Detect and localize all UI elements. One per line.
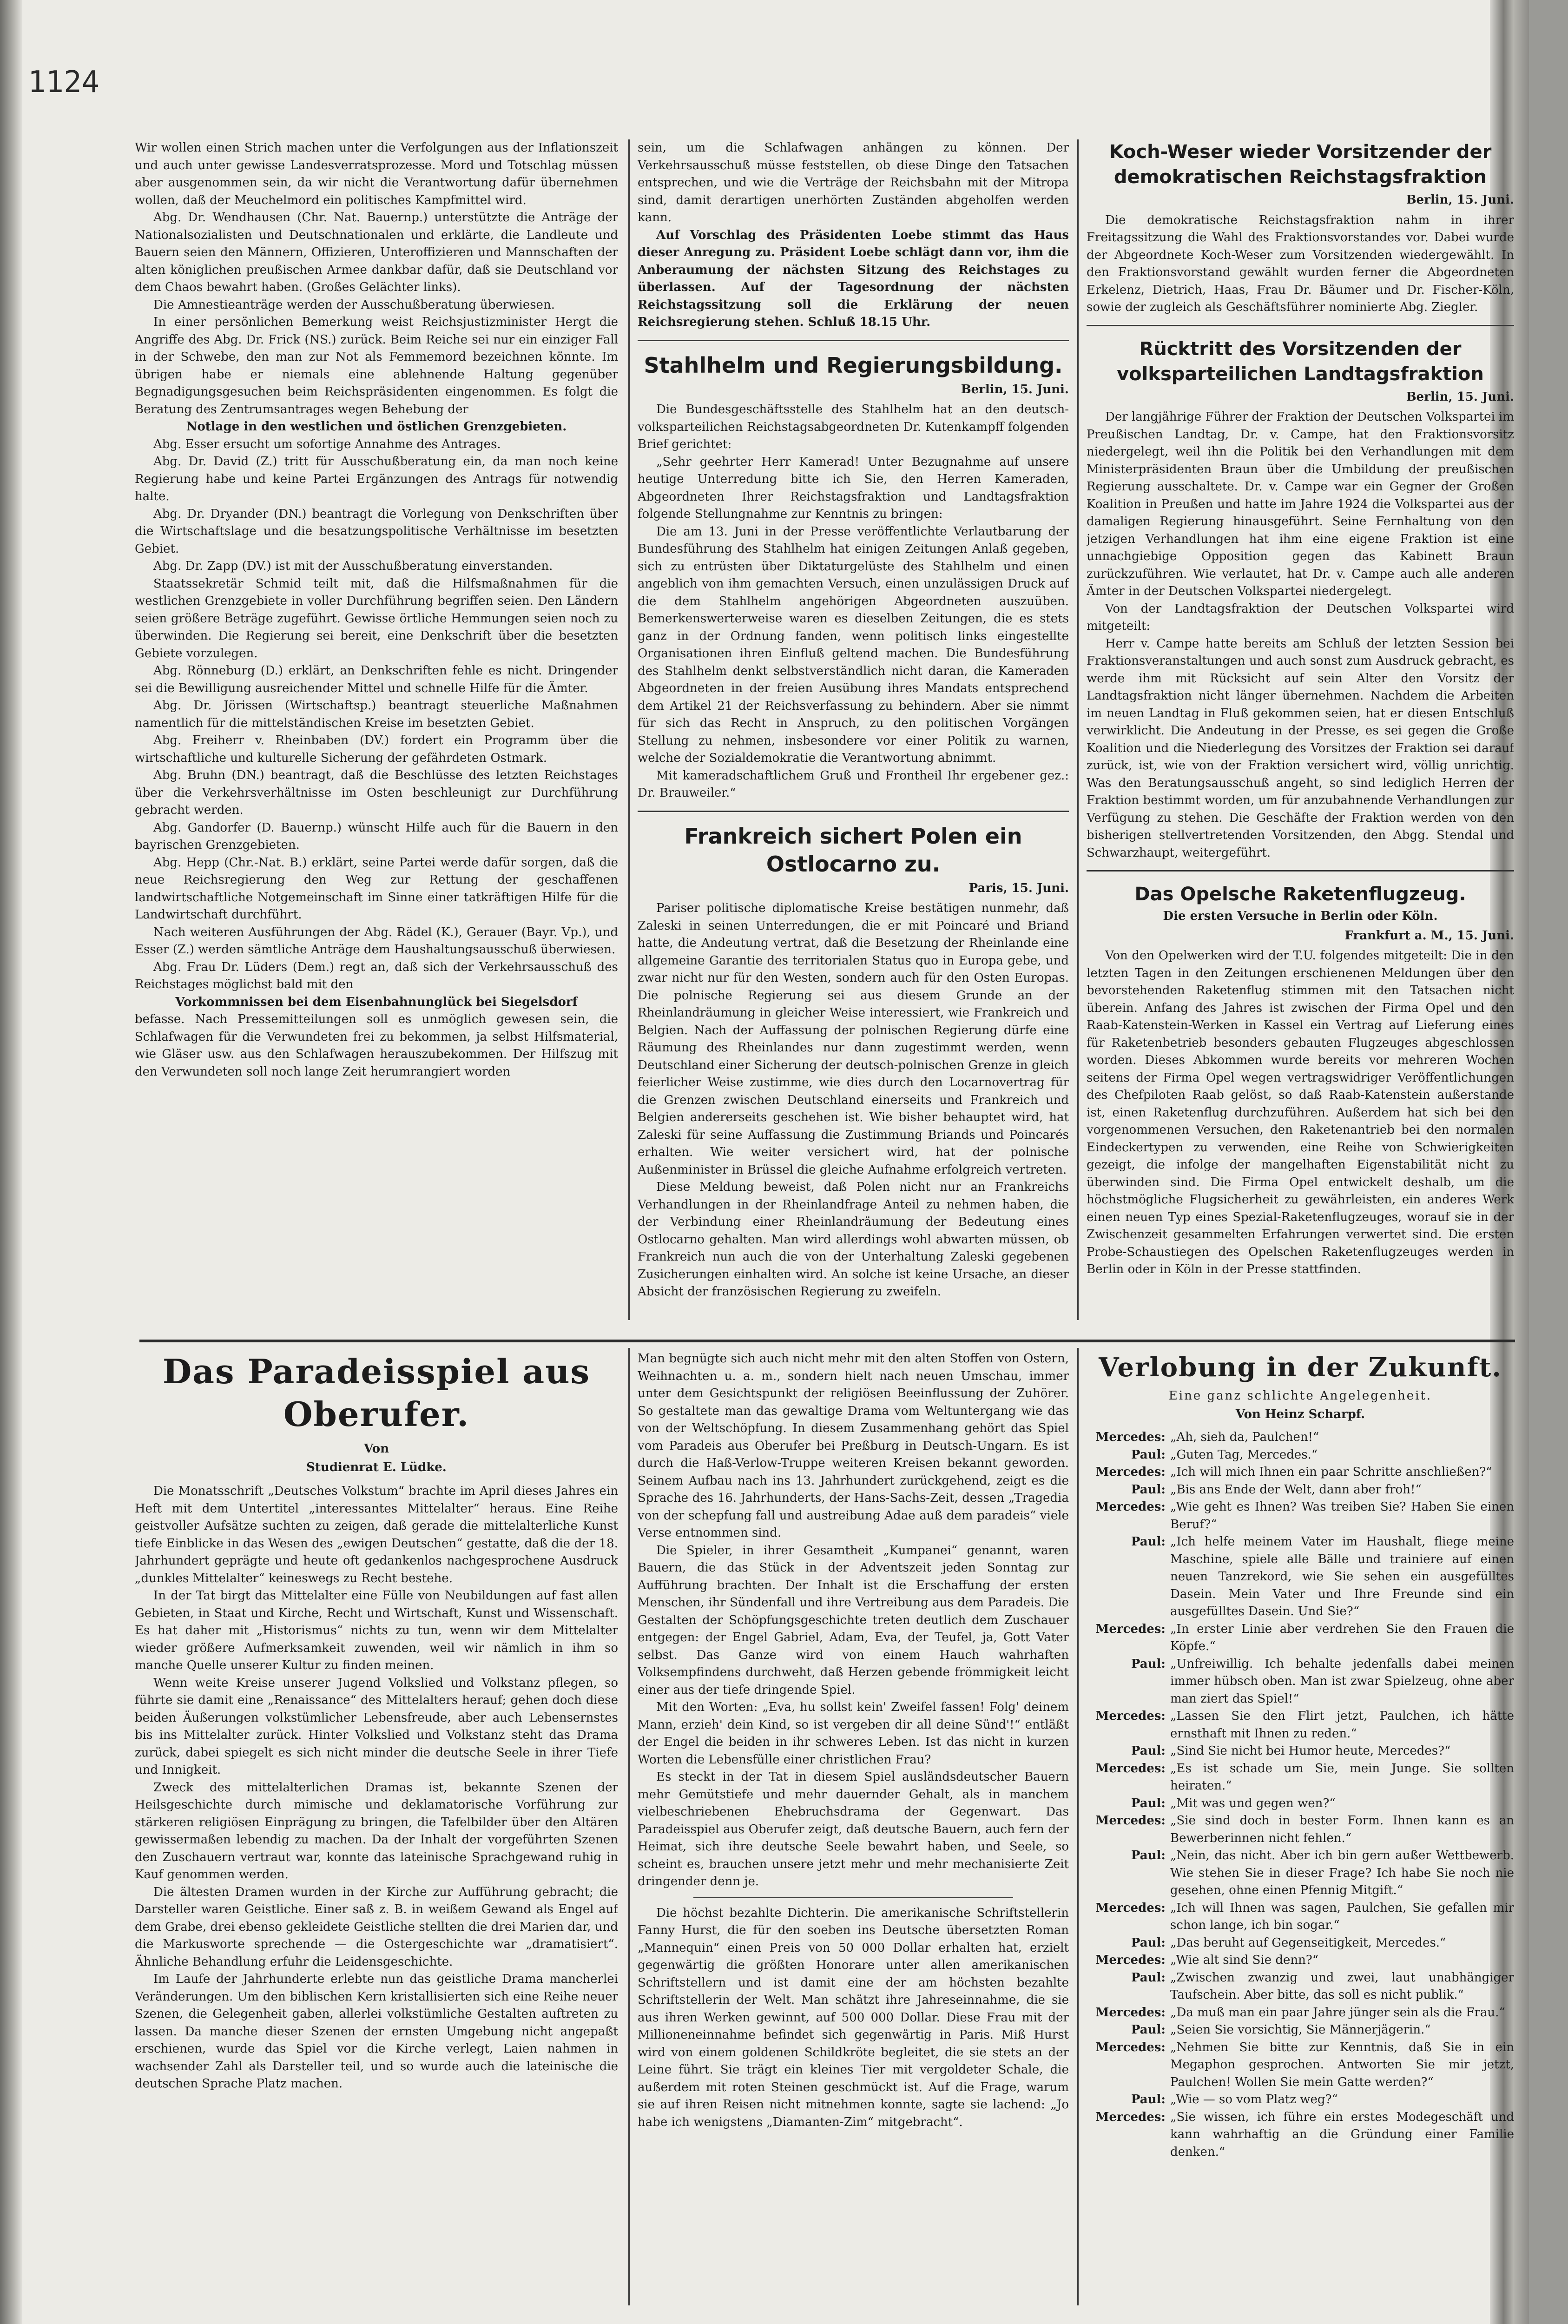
article-headline: Das Opelsche Raketenflugzeug. <box>1134 884 1466 905</box>
feuilleton-column-continued <box>638 1350 1069 2308</box>
dialogue-line: „Sind Sie nicht bei Humor heute, Mercedes?“ <box>1170 1744 1451 1758</box>
paragraph: Die am 13. Juni in der Presse veröffentlichte Verlautbarung der Bundesführung des Stahlhelm hat einigen Zeitungen Anlaß gegeben, sich zu entrüsten über Diktaturgelüste des Stahlhelm und einen angeblich von ihm gemachten Versuch, einen unzulässigen Druck auf die dem Stahlhelm angehörigen Abgeordneten auszuüben. Bemerkenswerterweise waren es dieselben Zeitungen, die es stets ganz in der Ordnung fanden, wenn politisch links eingestellte Organisationen ihren Einfluß geltend machen. Die Bundesführung des Stahlhelm denkt selbstverständlich nicht daran, die Kameraden Abgeordneten in der freien Ausübung ihres Mandats entsprechend dem Artikel 21 der Reichsverfassung zu behindern. Aber sie nimmt für sich das Recht in Anspruch, zu den politischen Vorgängen Stellung zu nehmen, insbesondere vor einer Politik zu warnen, welche der Sozialdemokratie die Verantwortung abnimmt. <box>638 524 1069 765</box>
article-divider <box>1087 325 1514 326</box>
paragraph: Mit kameradschaftlichem Gruß und Frontheil Ihr ergebener gez.: Dr. Brauweiler.“ <box>638 768 1069 800</box>
speaker-name: Mercedes: <box>1095 1622 1166 1636</box>
article-headline: Rücktritt des Vorsitzenden der volksparteilichen Landtagsfraktion <box>1117 338 1484 385</box>
dialogue-line: „Wie — so vom Platz weg?“ <box>1170 2093 1338 2106</box>
paragraph: Nach weiteren Ausführungen der Abg. Rädel (K.), Gerauer (Bayr. Vp.), und Esser (Z.) werden sämtliche Anträge dem Haushaltungsausschuß überwiesen. <box>135 925 618 957</box>
paragraph: Im Laufe der Jahrhunderte erlebte nun das geistliche Drama mancherlei Veränderungen. Um den biblischen Kern kristallisierten sich eine Reihe neuer Szenen, die Gelegenheit gaben, allerlei volkstümliche Gestalten auftreten zu lassen. Da manche dieser Szenen der ernsten Umgebung nicht angepaßt erschienen, wurde das Spiel vor die Kirche verlegt, Laien nahmen in wachsender Zahl als Darsteller teil, und so wurde auch die lateinische die deutschen Sprache Platz machen. <box>135 1972 618 2091</box>
article-divider <box>638 811 1069 812</box>
dialogue-line: „Nehmen Sie bitte zur Kenntnis, daß Sie in ein Megaphon gesprochen. Antworten Sie mir jetzt, Paulchen! Wollen Sie mein Gatte werden?“ <box>1170 2040 1514 2089</box>
article-divider <box>638 340 1069 341</box>
article-subtitle: Die ersten Versuche in Berlin oder Köln. <box>1163 909 1438 923</box>
speaker-name: Mercedes: <box>1095 1814 1166 1828</box>
speaker-name: Paul: <box>1131 1447 1166 1462</box>
paragraph: Die demokratische Reichstagsfraktion nahm in ihrer Freitagssitzung die Wahl des Fraktionsvorstandes vor. Dabei wurde der Abgeordnete Koch-Weser zum Vorsitzenden wiedergewählt. In den Fraktionsvorstand gewählt wurden ferner die Abgeordneten Erkelenz, Dietrich, Haas, Frau Dr. Bäumer und Dr. Fischer-Köln, sowie der zugleich als Geschäftsführer nominierte Abg. Ziegler. <box>1087 213 1514 314</box>
dialogue-line: „Lassen Sie den Flirt jetzt, Paulchen, ich hätte ernsthaft mit Ihnen zu reden.“ <box>1170 1709 1514 1741</box>
paragraph: Abg. Bruhn (DN.) beantragt, daß die Beschlüsse des letzten Reichstages über die Verkehrsverhältnisse im Osten beschleunigt zur Durchführung gebracht werden. <box>135 768 618 817</box>
dialogue-line: „Mit was und gegen wen?“ <box>1170 1796 1336 1810</box>
article-divider <box>1087 870 1514 872</box>
dialogue-line: „Seien Sie vorsichtig, Sie Männerjägerin.“ <box>1170 2023 1431 2037</box>
dialogue-line: „Nein, das nicht. Aber ich bin gern außer Wettbewerb. Wie stehen Sie in dieser Frage? Ich habe Sie noch nie gesehen, ohne einen Pfennig Mitgift.“ <box>1170 1849 1514 1897</box>
dialogue-line: „Bis ans Ende der Welt, dann aber froh!“ <box>1170 1482 1422 1497</box>
paragraph: Diese Meldung beweist, daß Polen nicht nur an Frankreichs Verhandlungen in der Rheinlandfrage Anteil zu nehmen haben, die der Verbindung einer Rheinlandräumung der Bedeutung eines Ostlocarno gehalten. Man wird allerdings wohl abwarten müssen, ob Frankreich nun auch die von der Unterhaltung Zaleski gegebenen Zusicherungen einhalten wird. An solche ist keine Ursache, an dieser Absicht der französischen Regierung zu zweifeln. <box>638 1180 1069 1299</box>
paragraph: Abg. Freiherr v. Rheinbaben (DV.) fordert ein Programm über die wirtschaftliche und kulturelle Sicherung der gefährdeten Ostmark. <box>135 733 618 765</box>
page-number: 1124 <box>28 65 100 99</box>
dialogue-line: „Wie alt sind Sie denn?“ <box>1170 1953 1319 1967</box>
speaker-name: Paul: <box>1131 1935 1166 1950</box>
speaker-name: Paul: <box>1131 1535 1166 1549</box>
speaker-name: Paul: <box>1131 1744 1166 1758</box>
dialogue-subtitle: Eine ganz schlichte Angelegenheit. <box>1168 1389 1432 1403</box>
paragraph: Die Monatsschrift „Deutsches Volkstum“ brachte im April dieses Jahres ein Heft mit dem Untertitel „interessantes Mittelalter“ heraus. Eine Reihe geistvoller Aufsätze suchten zu zeigen, daß gerade die mittelalterliche Kunst tiefe Einblicke in das Wesen des „ewigen Deutschen“ gestatte, daß die der 18. Jahrhundert geprägte und heute oft gedankenlos nachgesprochene Ausdruck „dunkles Mittelalter“ keineswegs zu Recht bestehe. <box>135 1484 618 1585</box>
speaker-name: Mercedes: <box>1095 1761 1166 1776</box>
speaker-name: Paul: <box>1131 1657 1166 1671</box>
speaker-name: Mercedes: <box>1095 1901 1166 1915</box>
author: Studienrat E. Lüdke. <box>306 1460 447 1474</box>
dateline: Berlin, 15. Juni. <box>961 382 1069 396</box>
dateline: Frankfurt a. M., 15. Juni. <box>1344 928 1514 943</box>
paragraph: Abg. Dr. Wendhausen (Chr. Nat. Bauernp.) unterstützte die Anträge der Nationalsozialisten und Deutschnationalen und erklärte, die Landleute und Bauern seien den Männern, Offizieren, Unteroffizieren und Mannschaften der alten königlichen preußischen Armee dankbar dafür, daß sie Deutschland vor dem Chaos bewahrt haben. (Großes Gelächter links). <box>135 211 618 294</box>
paragraph: Abg. Hepp (Chr.-Nat. B.) erklärt, seine Partei werde dafür sorgen, daß die neue Reichsregierung den Weg zur Rettung der geschaffenen landwirtschaftliche Notgemeinschaft im Sinne einer tatkräftigen Hilfe für die Landwirtschaft durchführt. <box>135 855 618 922</box>
paragraph: Die höchst bezahlte Dichterin. Die amerikanische Schriftstellerin Fanny Hurst, die für den soeben ins Deutsche übersetzten Roman „Mannequin“ einen Preis von 50 000 Dollar erhalten hat, erzielt gegenwärtig die größten Honorare unter allen amerikanischen Schriftstellern und ist damit eine der am höchsten bezahlte Schriftstellerin der Welt. Man schätzt ihre Jahreseinnahme, die sie aus ihren Werken gewinnt, auf 500 000 Dollar. Diese Frau mit der Millioneneinnahme befindet sich gegenwärtig in Paris. Miß Hurst wird von einem goldenen Schildkröte begleitet, die sie stets an der Leine führt. Sie trägt ein kleines Tier mit vergoldeter Schale, die außerdem mit roten Steinen geschmückt ist. Auf die Frage, warum sie auf ihren Reisen nicht mitnehmen konnte, sagte sie lachend: „Jo habe ich wenigstens „Diamanten-Zim“ mitgebracht“. <box>638 1906 1069 2129</box>
speaker-name: Mercedes: <box>1095 2040 1166 2054</box>
speaker-name: Mercedes: <box>1095 1953 1166 1967</box>
dateline: Berlin, 15. Juni. <box>1406 193 1514 207</box>
paragraph: Von der Landtagsfraktion der Deutschen Volkspartei wird mitgeteilt: <box>1087 601 1514 633</box>
speaker-name: Paul: <box>1131 1796 1166 1810</box>
dialogue-line: „Ich helfe meinem Vater im Haushalt, fliege meine Maschine, spiele alle Bälle und trainiere auf einen neuen Tanzrekord, wie Sie sehen ein ausgefülltes Dasein. Mein Vater und Ihre Freunde sind ein ausgefülltes Dasein. Und Sie?“ <box>1170 1535 1514 1618</box>
dialogue-line: „Da muß man ein paar Jahre jünger sein als die Frau.“ <box>1170 2005 1505 2020</box>
paragraph: Der langjährige Führer der Fraktion der Deutschen Volkspartei im Preußischen Landtag, Dr. v. Campe, hat den Fraktionsvorsitz niedergelegt, weil ihn die Politik bei den Verhandlungen mit dem Ministerpräsidenten Braun über die Umbildung der preußischen Regierung ausschaltete. Dr. v. Campe war ein Gegner der Großen Koalition in Preußen und hatte im Jahre 1924 die Volkspartei aus der damaligen Regierung hinausgeführt. Seine Fernhaltung von den jetzigen Verhandlungen hat ihm eine eigene Fraktion ist eine unnachgiebige Opposition gegen das Kabinett Braun zurückzuführen. Wie verlautet, hat Dr. v. Campe auch alle anderen Ämter in der Deutschen Volkspartei niedergelegt. <box>1087 410 1514 598</box>
paragraph: Abg. Dr. David (Z.) tritt für Ausschußberatung ein, da man noch keine Regierung habe und keine Partei Ergänzungen des Antrags für notwendig halte. <box>135 455 618 503</box>
speaker-name: Paul: <box>1131 1482 1166 1497</box>
column-rule <box>1077 139 1079 1320</box>
speaker-name: Paul: <box>1131 1970 1166 1985</box>
speaker-name: Mercedes: <box>1095 1500 1166 1514</box>
paragraph: Wir wollen einen Strich machen unter die Verfolgungen aus der Inflationszeit und auch unter gewisse Landesverratsprozesse. Mord und Totschlag müssen aber ausgenommen sein, da wir nicht die Verantwortung dafür übernehmen wollen, daß der Meuchelmord ein politisches Kampfmittel wird. <box>135 141 618 207</box>
column-rule <box>628 139 630 1320</box>
feuilleton-rule <box>139 1340 1515 1342</box>
speaker-name: Mercedes: <box>1095 2110 1166 2124</box>
book-binding-shadow <box>0 0 22 2324</box>
dialogue-line: „Das beruht auf Gegenseitigkeit, Mercedes.“ <box>1170 1935 1446 1950</box>
parliament-report-column <box>135 139 618 1320</box>
dateline: Paris, 15. Juni. <box>968 881 1069 895</box>
feuilleton-title: Das Paradeisspiel aus Oberufer. <box>162 1352 591 1434</box>
paragraph: Zweck des mittelalterlichen Dramas ist, bekannte Szenen der Heilsgeschichte durch mimische und deklamatorische Vorführung zur stärkeren religiösen Einprägung zu bringen, die Tafelbilder über den Altären gewissermaßen lebendig zu machen. Da der Inhalt der vorgeführten Szenen den Zuschauern vertraut war, konnte das lateinische Sprachgewand ruhig in Kauf genommen werden. <box>135 1780 618 1882</box>
paragraph: Abg. Rönneburg (D.) erklärt, an Denkschriften fehle es nicht. Dringender sei die Bewilligung ausreichender Mittel und schnelle Hilfe für die Ämter. <box>135 664 618 695</box>
short-divider <box>693 1897 1013 1898</box>
dialogue-line: „Ich will Ihnen was sagen, Paulchen, Sie gefallen mir schon lange, ich bin sogar.“ <box>1170 1901 1514 1932</box>
dialogue-line: „Guten Tag, Mercedes.“ <box>1170 1447 1318 1462</box>
dialogue-column <box>1087 1350 1514 2308</box>
paragraph: Staatssekretär Schmid teilt mit, daß die Hilfsmaßnahmen für die westlichen Grenzgebiete in voller Durchführung begriffen seien. Den Ländern seien größere Beträge zugeführt. Gewisse örtliche Hemmungen seien noch zu überwinden. Die Regierung sei bereit, eine Denkschrift über die besetzten Gebiete vorzulegen. <box>135 576 618 660</box>
paragraph: Abg. Frau Dr. Lüders (Dem.) regt an, daß sich der Verkehrsausschuß des Reichstages möglichst bald mit den <box>135 960 618 991</box>
paragraph: Auf Vorschlag des Präsidenten Loebe stimmt das Haus dieser Anregung zu. Präsident Loebe schlägt dann vor, ihm die Anberaumung der nächsten Sitzung des Reichstages zu überlassen. Auf der Tagesordnung der nächsten Reichstagssitzung soll die Erklärung der neuen Reichsregierung stehen. Schluß 18.15 Uhr. <box>638 228 1069 329</box>
paragraph: Die ältesten Dramen wurden in der Kirche zur Aufführung gebracht; die Darsteller waren Geistliche. Einer saß z. B. in weißem Gewand als Engel auf dem Grabe, drei ebenso gekleidete Geistliche stellten die drei Marien dar, und die Markusworte sprechende — die Ostergeschichte war „dramatisiert“. Ähnliche Behandlung erfuhr die Leidensgeschichte. <box>135 1885 618 1969</box>
paragraph: Abg. Dr. Jörissen (Wirtschaftsp.) beantragt steuerliche Maßnahmen namentlich für die mittelständischen Kreise im besetzten Gebiet. <box>135 699 618 730</box>
paragraph: Die Spieler, in ihrer Gesamtheit „Kumpanei“ genannt, waren Bauern, die das Stück in der Adventszeit jeden Sonntag zur Aufführung brachten. Der Inhalt ist die Erschaffung der ersten Menschen, ihr Sündenfall und ihre Vertreibung aus dem Paradeis. Die Gestalten der Schöpfungsgeschichte treten deutlich dem Zuschauer entgegen: der Engel Gabriel, Adam, Eva, der Teufel, ja, Gott Vater selbst. Das Ganze wird von einem Hauch wahrhaften Volksempfindens durchweht, daß Herzen gebende frömmigkeit leicht einer aus der tiefe dringende Spiel. <box>638 1543 1069 1697</box>
dialogue-line: „Ah, sieh da, Paulchen!“ <box>1170 1430 1319 1444</box>
dateline: Berlin, 15. Juni. <box>1406 390 1514 404</box>
column-rule <box>628 1348 630 2305</box>
paragraph: Es steckt in der Tat in diesem Spiel ausländsdeutscher Bauern mehr Gemütstiefe und mehr dauernder Gehalt, als in manchem vielbeschriebenen Ehebruchsdrama der Gegenwart. Das Paradeisspiel aus Oberufer zeigt, daß deutsche Bauern, auch fern der Heimat, sich ihre deutsche Seele bewahrt haben, und Seele, so scheint es, brauchen unsere jetzt mehr und mehr mechanisierte Zeit dringender denn je. <box>638 1770 1069 1888</box>
speaker-name: Mercedes: <box>1095 1709 1166 1723</box>
paragraph: Herr v. Campe hatte bereits am Schluß der letzten Session bei Fraktionsveranstaltungen und auch sonst zum Ausdruck gebracht, es werde ihm mit Rücksicht auf sein Alter den Vorsitz der Landtagsfraktion nicht länger übernehmen. Nachdem die Arbeiten im neuen Landtag in Fluß gekommen seien, hat er diesen Entschluß verwirklicht. Die Andeutung in der Presse, es sei gegen die Große Koalition und die Niederlegung des Vorsitzes der Fraktion sei darauf zurück, ist, wie von der Fraktion versichert wird, völlig unrichtig. Was den Beratungsausschuß angeht, so sind lediglich Herren der Fraktion bestimmt worden, um für anzubahnende Verhandlungen zur Verfügung zu stehen. Die Geschäfte der Fraktion werden von den bisherigen stellvertretenden Vorsitzenden, den Abgg. Stendal und Schwarzhaupt, weitergeführt. <box>1087 636 1514 860</box>
speaker-name: Paul: <box>1131 2023 1166 2037</box>
subheading: Vorkommnissen bei dem Eisenbahnunglück bei Siegelsdorf <box>175 995 578 1009</box>
right-column <box>1087 139 1514 1320</box>
dialogue-line: „Ich will mich Ihnen ein paar Schritte anschließen?“ <box>1170 1465 1492 1479</box>
paragraph: Von den Opelwerken wird der T.U. folgendes mitgeteilt: Die in den letzten Tagen in den Zeitungen erschienenen Meldungen über den bevorstehenden Raketenflug stimmen mit den Tatsachen nicht überein. Anfang des Jahres ist zwischen der Firma Opel und den Raab-Katenstein-Werken in Kassel ein Vertrag auf Lieferung eines für Raketenbetrieb besonders gebauten Flugzeuges abgeschlossen worden. Dieses Abkommen wurde bereits vor mehreren Wochen seitens der Firma Opel wegen vertragswidriger Veröffentlichungen des Chefpiloten Raab gelöst, so daß Raab-Katenstein außerstande ist, einen Raketenflug durchzuführen. Außerdem hat sich bei den vorgenommenen Versuchen, den Raketenantrieb bei den normalen Eindeckertypen zu verwenden, eine Reihe von Schwierigkeiten gezeigt, die infolge der mangelhaften Eigenstabilität nicht zu überwinden sind. Die Firma Opel entwickelt deshalb, um die höchstmögliche Flugsicherheit zu gewährleisten, ein anderes Werk einen neuen Typ eines Spezial-Raketenflugzeuges, worauf sie in der Zwischenzeit gesammelten Erfahrungen verwertet sind. Die ersten Probe-Schaustiegen des Opelschen Raketenflugzeuges werden in Berlin oder in Köln in der Presse stattfinden. <box>1087 949 1514 1276</box>
paragraph: Wenn weite Kreise unserer Jugend Volkslied und Volkstanz pflegen, so führte sie damit eine „Renaissance“ des Mittelalters herauf; gehen doch diese beiden Äußerungen volkstümlicher Lebensfreude, aber auch Lebensernstes bis ins Mittelalter zurück. Hinter Volkslied und Volkstanz steht das Drama zurück, dabei spiegelt es sich nicht minder die deutsche Seele in ihrer Tiefe und Innigkeit. <box>135 1676 618 1777</box>
paragraph: Abg. Dr. Zapp (DV.) ist mit der Ausschußberatung einverstanden. <box>153 559 553 573</box>
dialogue-line: „Wie geht es Ihnen? Was treiben Sie? Haben Sie einen Beruf?“ <box>1170 1500 1514 1532</box>
article-headline: Stahlhelm und Regierungsbildung. <box>644 352 1063 378</box>
paragraph: Abg. Gandorfer (D. Bauernp.) wünscht Hilfe auch für die Bauern in den bayrischen Grenzgebieten. <box>135 820 618 852</box>
dialogue-line: „Sie sind doch in bester Form. Ihnen kann es an Bewerberinnen nicht fehlen.“ <box>1170 1814 1514 1845</box>
paragraph: „Sehr geehrter Herr Kamerad! Unter Bezugnahme auf unsere heutige Unterredung bitte ich Sie, den Herren Kameraden, Abgeordneten Ihrer Reichstagsfraktion und Landtagsfraktion folgende Stellungnahme zur Kenntnis zu bringen: <box>638 455 1069 521</box>
article-headline: Koch-Weser wieder Vorsitzender der demokratischen Reichstagsfraktion <box>1109 141 1492 188</box>
paragraph: Mit den Worten: „Eva, hu sollst kein' Zweifel fassen! Folg' deinem Mann, erzieh' dein Kind, so ist vergeben dir all deine Sünd'!“ entläßt der Engel die beiden in ihr schweres Leben. Ist das nicht in kurzen Worten die Lebensfülle einer christlichen Frau? <box>638 1700 1069 1767</box>
speaker-name: Mercedes: <box>1095 1430 1166 1444</box>
speaker-name: Paul: <box>1131 1849 1166 1862</box>
paragraph: Abg. Esser ersucht um sofortige Annahme des Antrages. <box>153 437 501 451</box>
paragraph: Abg. Dr. Dryander (DN.) beantragt die Vorlegung von Denkschriften über die Wirtschaftslage und die besatzungspolitische Verhältnisse im besetzten Gebiet. <box>135 507 618 556</box>
paragraph: In der Tat birgt das Mittelalter eine Fülle von Neubildungen auf fast allen Gebieten, in Staat und Kirche, Recht und Wirtschaft, Kunst und Wissenschaft. Es hat daher mit „Historismus“ nichts zu tun, wenn wir dem Mittelalter wieder größere Aufmerksamkeit zuwenden, weil wir nämlich in ihm so manche Quelle unserer Kultur zu finden meinen. <box>135 1589 618 1672</box>
dialogue-title: Verlobung in der Zukunft. <box>1099 1352 1502 1383</box>
byline-von: Von <box>363 1442 389 1456</box>
dialogue-lines <box>1087 1429 1514 2161</box>
article-headline: Frankreich sichert Polen ein Ostlocarno zu. <box>684 823 1022 877</box>
paragraph: Pariser politische diplomatische Kreise bestätigen nunmehr, daß Zaleski in seinen Unterredungen, die er mit Poincaré und Briand hatte, die Andeutung vertrat, daß die Besetzung der Rheinlande eine allgemeine Garantie des territorialen Status quo in Europa gebe, und zwar nicht nur für den Westen, sondern auch für den Osten Europas. Die polnische Regierung sei aus diesem Grunde an der Rheinlandräumung in gleicher Weise interessiert, wie Frankreich und Belgien. Nach der Auffassung der polnischen Regierung dürfe eine Räumung des Rheinlandes nur dann zugestimmt werden, wenn Deutschland einer Sicherung der deutsch-polnischen Grenze in gleich feierlicher Weise zustimme, wie dies durch den Locarnovertrag für die Grenzen zwischen Deutschland einerseits und Frankreich und Belgien andererseits geschehen ist. Wie bisher behauptet wird, hat Zaleski für seine Auffassung die Zustimmung Briands und Poincarés erhalten. Wie weiter versichert wird, hat der polnische Außenminister in Brüssel die gleiche Aufnahme erfolgreich vertreten. <box>638 901 1069 1177</box>
middle-column <box>638 139 1069 1320</box>
feuilleton-column <box>135 1350 618 2308</box>
column-rule <box>1077 1348 1079 2305</box>
paragraph: Die Amnestieanträge werden der Ausschußberatung überwiesen. <box>153 297 555 312</box>
paragraph: befasse. Nach Pressemitteilungen soll es unmöglich gewesen sein, die Schlafwagen für die Verwundeten frei zu bekommen, ja selbst Hilfsmaterial, wie Gläser usw. aus den Schlafwagen herauszubekommen. Der Hilfszug mit den Verwundeten soll noch lange Zeit herumrangiert worden <box>135 1012 618 1079</box>
paragraph: sein, um die Schlafwagen anhängen zu können. Der Verkehrsausschuß müsse feststellen, ob diese Dinge den Tatsachen entsprechen, und wie die Verträge der Reichsbahn mit der Mitropa sind, damit derartigen unerhörten Zuständen abgeholfen werden kann. <box>638 141 1069 224</box>
paragraph: Man begnügte sich auch nicht mehr mit den alten Stoffen von Ostern, Weihnachten u. a. m., sondern hielt nach neuen Umschau, immer unter dem Gesichtspunkt der religiösen Beeinflussung der Zuhörer. So gestaltete man das gewaltige Drama vom Weltuntergang wie das von der Weltschöpfung. In diesem Zusammenhang gehört das Spiel vom Paradeis aus Oberufer bei Preßburg in Deutsch-Ungarn. Es ist durch die Haß-Verlow-Truppe weiteren Kreisen bekannt geworden. Seinem Aufbau nach ins 13. Jahrhundert zurückgehend, zeigt es die Sprache des 16. Jahrhunderts, der Hans-Sachs-Zeit, dessen „Tragedia von der schepfung fall und austreibung Adae auß dem paradeis“ viele Verse entnommen sind. <box>638 1352 1069 1540</box>
dialogue-line: „Zwischen zwanzig und zwei, laut unabhängiger Taufschein. Aber bitte, das soll es nicht publik.“ <box>1170 1970 1514 2002</box>
author: Von Heinz Scharpf. <box>1235 1407 1365 1421</box>
dialogue-line: „Es ist schade um Sie, mein Junge. Sie sollten heiraten.“ <box>1170 1761 1514 1793</box>
speaker-name: Paul: <box>1131 2093 1166 2106</box>
subheading: Notlage in den westlichen und östlichen Grenzgebieten. <box>186 420 567 434</box>
speaker-name: Mercedes: <box>1095 1465 1166 1479</box>
paragraph: Die Bundesgeschäftsstelle des Stahlhelm hat an den deutsch-volksparteilichen Reichstagsabgeordneten Dr. Kutenkampff folgenden Brief gerichtet: <box>638 403 1069 451</box>
speaker-name: Mercedes: <box>1095 2005 1166 2020</box>
paragraph: In einer persönlichen Bemerkung weist Reichsjustizminister Hergt die Angriffe des Abg. Dr. Frick (NS.) zurück. Beim Reiche sei nur ein einziger Fall in der Schwebe, den man zur Not als Femmemord bezeichnen könnte. Im übrigen habe er niemals eine ablehnende Haltung gegenüber Begnadigungsgesuchen beim Reichspräsidenten eingenommen. Es folgt die Beratung des Zentrumsantrages wegen Behebung der <box>135 315 618 416</box>
dialogue-line: „Sie wissen, ich führe ein erstes Modegeschäft und kann wahrhaftig an die Gründung einer Familie denken.“ <box>1170 2110 1514 2159</box>
dialogue-line: „In erster Linie aber verdrehen Sie den Frauen die Köpfe.“ <box>1170 1622 1514 1653</box>
dialogue-line: „Unfreiwillig. Ich behalte jedenfalls dabei meinen immer hübsch oben. Man ist zwar Spielzeug, ohne aber man ziert das Spiel!“ <box>1170 1657 1514 1706</box>
